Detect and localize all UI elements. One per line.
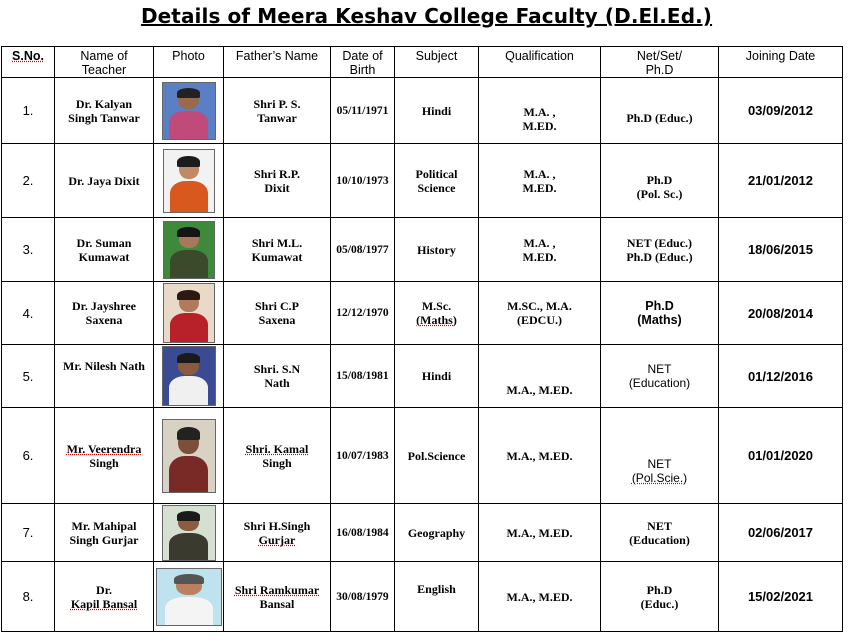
table-row <box>2 144 843 218</box>
cell-dob: 05/11/1971 <box>331 78 395 144</box>
cell-name: Dr. Jaya Dixit <box>55 144 154 218</box>
cell-joining: 02/06/2017 <box>719 504 843 562</box>
table-row <box>2 218 843 282</box>
cell-qualification: M.A. , M.ED. <box>479 78 601 144</box>
cell-joining: 20/08/2014 <box>719 282 843 345</box>
cell-joining: 18/06/2015 <box>719 218 843 282</box>
cell-subject: Geography <box>395 504 479 562</box>
cell-subject: Hindi <box>395 78 479 144</box>
cell-dob: 10/10/1973 <box>331 144 395 218</box>
cell-name: Dr. Suman Kumawat <box>55 218 154 282</box>
cell-net: NET (Education) <box>601 345 719 408</box>
cell-qualification: M.SC., M.A. (EDCU.) <box>479 282 601 345</box>
cell-father: Shri P. S. Tanwar <box>224 78 331 144</box>
faculty-photo <box>163 149 215 213</box>
faculty-photo <box>162 505 216 561</box>
table-row <box>2 408 843 504</box>
cell-sno: 8. <box>2 562 55 632</box>
cell-joining: 01/12/2016 <box>719 345 843 408</box>
cell-qualification: M.A. , M.ED. <box>479 218 601 282</box>
cell-net: Ph.D (Educ.) <box>601 562 719 632</box>
header-subject: Subject <box>395 47 479 78</box>
cell-dob: 12/12/1970 <box>331 282 395 345</box>
cell-father: Shri. Kamal Singh <box>224 408 331 504</box>
header-photo: Photo <box>154 47 224 78</box>
faculty-photo <box>162 419 216 493</box>
faculty-photo <box>163 283 215 343</box>
cell-photo <box>154 144 224 218</box>
header-qualification: Qualification <box>479 47 601 78</box>
cell-net: Ph.D (Pol. Sc.) <box>601 144 719 218</box>
header-name: Name of Teacher <box>55 47 154 78</box>
cell-father: Shri H.Singh Gurjar <box>224 504 331 562</box>
cell-photo <box>154 504 224 562</box>
cell-photo <box>154 78 224 144</box>
cell-qualification: M.A. , M.ED. <box>479 144 601 218</box>
cell-dob: 30/08/1979 <box>331 562 395 632</box>
cell-photo <box>154 345 224 408</box>
table-row <box>2 78 843 144</box>
cell-subject: Political Science <box>395 144 479 218</box>
cell-name: Dr. Jayshree Saxena <box>55 282 154 345</box>
cell-qualification: M.A., M.ED. <box>479 345 601 408</box>
cell-father: Shri C.P Saxena <box>224 282 331 345</box>
cell-father: Shri Ramkumar Bansal <box>224 562 331 632</box>
header-sno: S.No. <box>2 47 55 78</box>
cell-qualification: M.A., M.ED. <box>479 504 601 562</box>
cell-net: Ph.D (Educ.) <box>601 78 719 144</box>
cell-name: Dr. Kapil Bansal <box>55 562 154 632</box>
cell-dob: 15/08/1981 <box>331 345 395 408</box>
cell-subject: English <box>395 562 479 632</box>
cell-sno: 4. <box>2 282 55 345</box>
cell-joining: 01/01/2020 <box>719 408 843 504</box>
cell-sno: 2. <box>2 144 55 218</box>
cell-sno: 7. <box>2 504 55 562</box>
cell-joining: 03/09/2012 <box>719 78 843 144</box>
cell-subject: Hindi <box>395 345 479 408</box>
cell-father: Shri. S.N Nath <box>224 345 331 408</box>
table-row <box>2 562 843 632</box>
cell-subject: History <box>395 218 479 282</box>
table-row <box>2 282 843 345</box>
cell-name: Dr. Kalyan Singh Tanwar <box>55 78 154 144</box>
faculty-photo <box>162 346 216 406</box>
cell-sno: 6. <box>2 408 55 504</box>
cell-dob: 05/08/1977 <box>331 218 395 282</box>
cell-name: Mr. Veerendra Singh <box>55 408 154 504</box>
table-row <box>2 504 843 562</box>
cell-net: NET (Educ.) Ph.D (Educ.) <box>601 218 719 282</box>
cell-photo <box>154 282 224 345</box>
cell-net: NET (Pol.Scie.) <box>601 408 719 504</box>
cell-photo <box>154 408 224 504</box>
cell-net: NET (Education) <box>601 504 719 562</box>
page-title: Details of Meera Keshav College Faculty (D.El.Ed.) <box>140 4 713 28</box>
cell-subject: Pol.Science <box>395 408 479 504</box>
cell-sno: 3. <box>2 218 55 282</box>
cell-subject: M.Sc. (Maths) <box>395 282 479 345</box>
faculty-photo <box>162 82 216 140</box>
header-dob: Date of Birth <box>331 47 395 78</box>
cell-joining: 15/02/2021 <box>719 562 843 632</box>
table-header-row <box>2 47 843 78</box>
cell-name: Mr. Nilesh Nath <box>55 345 154 408</box>
faculty-photo <box>163 221 215 279</box>
table-row <box>2 345 843 408</box>
faculty-photo <box>156 568 222 626</box>
cell-joining: 21/01/2012 <box>719 144 843 218</box>
cell-name: Mr. Mahipal Singh Gurjar <box>55 504 154 562</box>
cell-qualification: M.A., M.ED. <box>479 562 601 632</box>
cell-net: Ph.D (Maths) <box>601 282 719 345</box>
cell-sno: 1. <box>2 78 55 144</box>
cell-qualification: M.A., M.ED. <box>479 408 601 504</box>
cell-father: Shri M.L. Kumawat <box>224 218 331 282</box>
cell-sno: 5. <box>2 345 55 408</box>
faculty-table <box>1 46 843 632</box>
cell-dob: 16/08/1984 <box>331 504 395 562</box>
cell-dob: 10/07/1983 <box>331 408 395 504</box>
header-father: Father’s Name <box>224 47 331 78</box>
header-net: Net/Set/ Ph.D <box>601 47 719 78</box>
cell-photo <box>154 562 224 632</box>
header-joining: Joining Date <box>719 47 843 78</box>
cell-photo <box>154 218 224 282</box>
cell-father: Shri R.P. Dixit <box>224 144 331 218</box>
